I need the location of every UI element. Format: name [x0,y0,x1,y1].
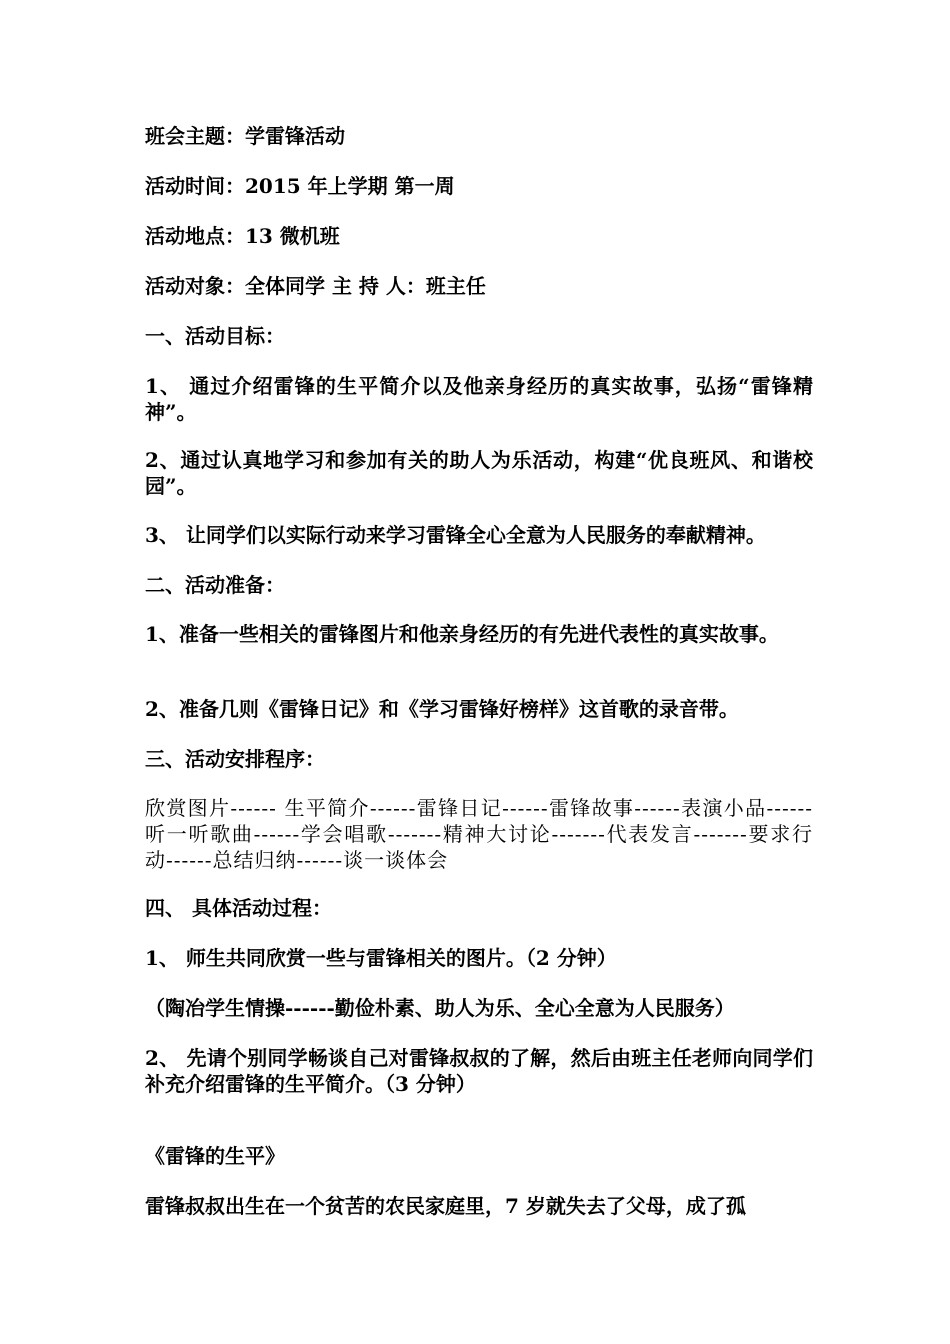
process-step-2: 2、 先请个别同学畅谈自己对雷锋叔叔的了解，然后由班主任老师向同学们补充介绍雷锋的生平简介。（3 分钟） [145,1046,813,1096]
activity-target: 活动对象：全体同学 主 持 人：班主任 [145,274,486,298]
section-heading-goals: 一、活动目标： [145,324,285,348]
goal-item-2: 2、通过认真地学习和参加有关的助人为乐活动，构建“优良班风、和谐校园”。 [145,448,813,498]
process-step-1: 1、 师生共同欣赏一些与雷锋相关的图片。（2 分钟） [145,946,617,970]
goal-item-3: 3、 让同学们以实际行动来学习雷锋全心全意为人民服务的奉献精神。 [145,523,766,547]
meeting-theme: 班会主题：学雷锋活动 [145,124,345,148]
biography-text: 雷锋叔叔出生在一个贫苦的农民家庭里，7 岁就失去了父母，成了孤 [145,1194,746,1218]
section-heading-preparation: 二、活动准备： [145,573,285,597]
prep-item-2: 2、准备几则《雷锋日记》和《学习雷锋好榜样》这首歌的录音带。 [145,697,739,721]
process-step-1-note: （陶冶学生情操------勤俭朴素、助人为乐、全心全意为人民服务） [145,996,735,1020]
activity-place: 活动地点：13 微机班 [145,224,340,248]
section-heading-procedure: 三、活动安排程序： [145,747,325,771]
activity-time: 活动时间：2015 年上学期 第一周 [145,174,455,198]
biography-title: 《雷锋的生平》 [145,1144,285,1168]
section-heading-process: 四、 具体活动过程： [145,896,332,920]
goal-item-1: 1、 通过介绍雷锋的生平简介以及他亲身经历的真实故事，弘扬“雷锋精神”。 [145,374,813,424]
procedure-text: 欣赏图片------ 生平简介------雷锋日记------雷锋故事------表演小品------听一听歌曲------学会唱歌-------精神大讨论-------代表发言-------要求行动------总结归纳------谈一谈体会 [145,796,813,872]
prep-item-1: 1、准备一些相关的雷锋图片和他亲身经历的有先进代表性的真实故事。 [145,622,779,646]
